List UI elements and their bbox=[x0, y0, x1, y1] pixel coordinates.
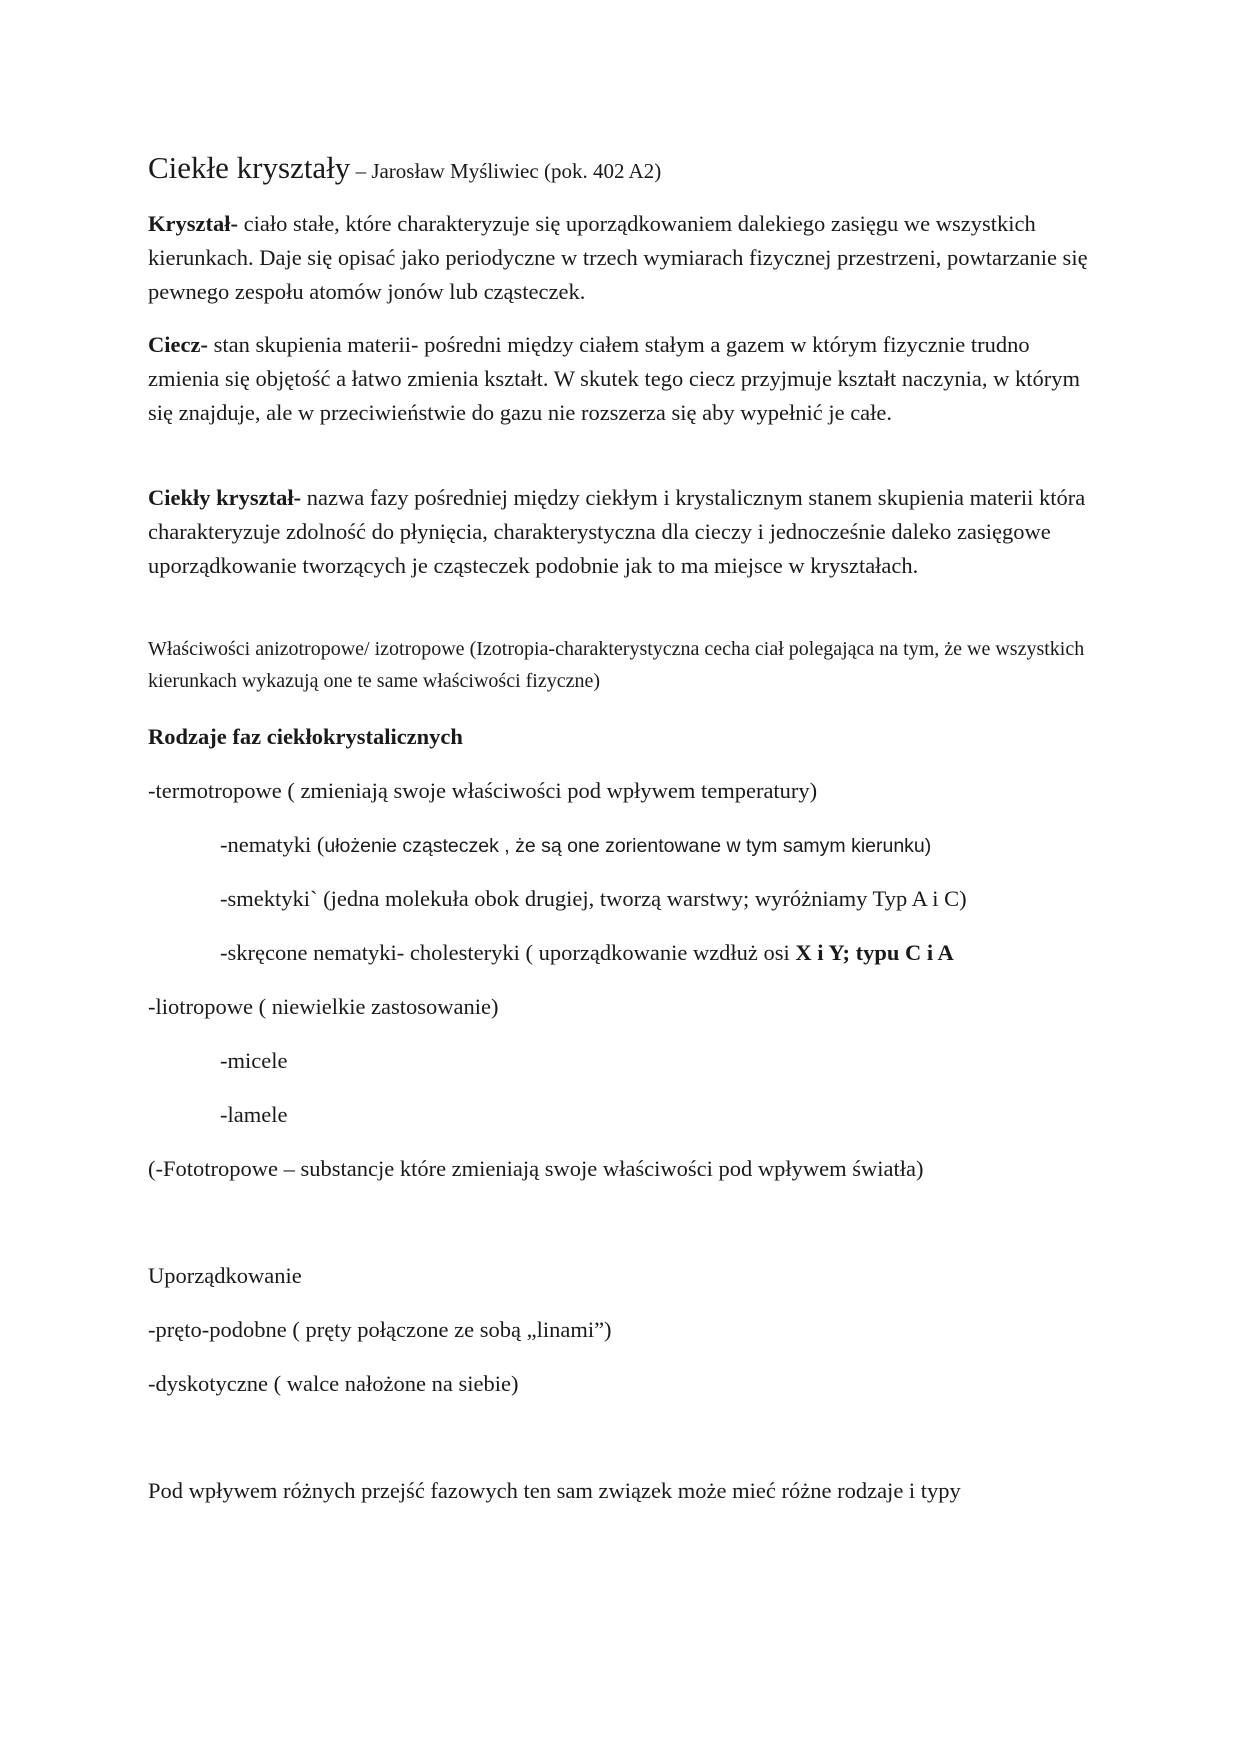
nematyki-label: -nematyki ( bbox=[220, 832, 325, 857]
list-item-preto-podobne: -pręto-podobne ( pręty połączone ze sobą „linami”) bbox=[148, 1317, 612, 1342]
term-krysztal: Kryształ- bbox=[148, 211, 238, 236]
list-item-skrecone-nematyki bbox=[220, 936, 1170, 970]
heading-rodzaje-faz-text: Rodzaje faz ciekłokrystalicznych bbox=[148, 724, 463, 749]
document-title bbox=[148, 148, 1098, 191]
title-main: Ciekłe kryształy bbox=[148, 150, 351, 185]
skrecone-axes: X i Y; typu C i A bbox=[795, 940, 954, 965]
list-item-smektyki: -smektyki` (jedna molekuła obok drugiej, tworzą warstwy; wyróżniamy Typ A i C) bbox=[220, 886, 967, 911]
list-item-micele: -micele bbox=[220, 1048, 288, 1073]
definition-ciekly-krysztal: nazwa fazy pośredniej między ciekłym i krystalicznym stanem skupienia materii która charakteryzuje zdolność do płynięcia, charakterystyczna dla cieczy i jednocześnie daleko zasięgowe uporządkowanie tworzących je cząsteczek podobnie jak to ma miejsce w kryształach. bbox=[148, 485, 1086, 578]
paragraph-ciekly-krysztal bbox=[148, 481, 1098, 583]
paragraph-przejscia-fazowe: Pod wpływem różnych przejść fazowych ten sam związek może mieć różne rodzaje i typy bbox=[148, 1478, 961, 1503]
title-author: – Jarosław Myśliwiec (pok. 402 A2) bbox=[350, 159, 662, 183]
skrecone-text: -skręcone nematyki- cholesteryki ( uporządkowanie wzdłuż osi bbox=[220, 940, 796, 965]
heading-rodzaje-faz bbox=[148, 720, 1098, 754]
term-ciekly-krysztal: Ciekły kryształ- bbox=[148, 485, 302, 510]
list-item-lamele: -lamele bbox=[220, 1102, 288, 1127]
definition-ciecz: stan skupienia materii- pośredni między ciałem stałym a gazem w którym fizycznie trudno zmienia się objętość a łatwo zmienia kształt. W skutek tego ciecz przyjmuje kształt naczynia, w którym się znajduje, ale w przeciwieństwie do gazu nie rozszerza się aby wypełnić je całe. bbox=[148, 332, 1080, 425]
term-ciecz: Ciecz- bbox=[148, 332, 208, 357]
paragraph-ciecz bbox=[148, 328, 1098, 430]
list-item-dyskotyczne: -dyskotyczne ( walce nałożone na siebie) bbox=[148, 1371, 519, 1396]
nematyki-description: ułożenie cząsteczek , że są one zorientowane w tym samym kierunku) bbox=[324, 835, 932, 857]
heading-uporzadkowanie: Uporządkowanie bbox=[148, 1263, 302, 1288]
list-item-fototropowe: (-Fototropowe – substancje które zmieniają swoje właściwości pod wpływem światła) bbox=[148, 1156, 924, 1181]
paragraph-wlasciwosci: Właściwości anizotropowe/ izotropowe (Izotropia-charakterystyczna cecha ciał polegająca na tym, że we wszystkich kierunkach wykazują one te same właściwości fizyczne) bbox=[148, 638, 1085, 692]
list-item-nematyki bbox=[220, 828, 1170, 863]
paragraph-krysztal bbox=[148, 207, 1098, 309]
list-item-liotropowe: -liotropowe ( niewielkie zastosowanie) bbox=[148, 994, 499, 1019]
definition-krysztal: ciało stałe, które charakteryzuje się uporządkowaniem dalekiego zasięgu we wszystkich kierunkach. Daje się opisać jako periodyczne w trzech wymiarach fizycznej przestrzeni, powtarzanie się pewnego zespołu atomów jonów lub cząsteczek. bbox=[148, 211, 1088, 304]
list-item-termotropowe: -termotropowe ( zmieniają swoje właściwości pod wpływem temperatury) bbox=[148, 778, 818, 803]
